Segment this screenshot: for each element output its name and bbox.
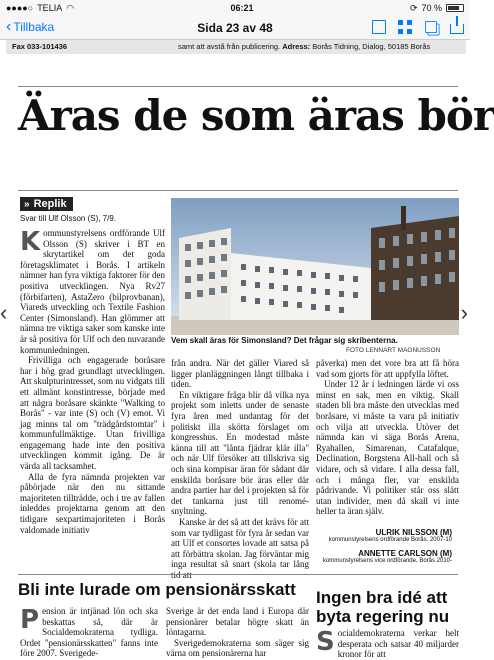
signal-icon: ●●●●○ — [6, 3, 34, 13]
publication-note: samt att avstå från publicering. — [178, 42, 281, 51]
signature-2 — [323, 549, 452, 564]
photo-credit: FOTO LENNART MAGNUSSON — [346, 347, 441, 354]
drop-cap: P — [20, 605, 40, 635]
fax-number: Fax 033-101436 — [12, 42, 68, 51]
replik-subtitle: Svar till Ulf Olsson (S), 7/9. — [20, 214, 117, 223]
divider — [18, 86, 458, 87]
paragraph: påverka) men det vore bra att få höra vad som gjorts för att uppfylla löftet. — [316, 358, 459, 379]
paragraph: Sverigedemokraterna som säger sig värna om pensionärerna har — [166, 637, 309, 659]
paragraph: Sverige är det enda land i Europa där pensionärer betalar högre skatt än löntagarna. — [166, 606, 309, 638]
signature-role: kommunstyrelsens ordförande Borås, 2007-10 — [328, 537, 452, 543]
pension-column-2 — [166, 606, 309, 659]
page-indicator: Sida 23 av 48 — [197, 21, 273, 35]
lock-rotation-icon: ⟳ — [409, 2, 418, 13]
paragraph: Under 12 år i ledningen lärde vi oss minst en sak, men en viktig. Skall staden bli bra måste den utvecklas med boråsare, vi måste ta vara på initiativ och vilja att utveckla. Utöver det nämnda kan vi säga Borås Arena, Ryahallen, Simarenan, Catafalque, Declination, Borgstena All-hall och så vidare, och så vidare. I alla dessa fall, och i många fler, var enskilda pådrivande. Vi politiker står oss slätt utan individer, men då skall vi inte heller ta äran själv. — [316, 379, 459, 517]
paragraph: En viktigare fråga blir då vilka nya projekt som inletts under de senaste fyra åren med undantag för det politiskt illa skötta förslaget om kongresshus. En modestad måste känna till att "lånta fjädrar klär illa" och när Ulf försöker att tillskriva sig och sina kompisar äran för sådant där enskilda boråsare bör äras eller där andra partier har del i projekten så för det tankarna just till renomé-snyltning. — [171, 389, 309, 517]
book-icon[interactable] — [372, 20, 386, 34]
signature-1 — [329, 528, 452, 543]
article-headline-pension: Bli inte lurade om pensionärsskatt — [18, 580, 296, 599]
photo-caption: Vem skall äras för Simonsland? Det frågar sig skribenterna. — [171, 336, 398, 345]
battery-label: 70 % — [421, 3, 442, 13]
signature-name: ANNETTE CARLSON (M) — [358, 549, 452, 558]
pension-column-1 — [20, 606, 158, 659]
signature-name: ULRIK NILSSON (M) — [375, 528, 452, 537]
replik-tag — [20, 197, 73, 211]
divider — [18, 190, 458, 191]
wifi-icon: ◠ — [66, 2, 75, 13]
previous-article-footer — [6, 40, 466, 54]
article-headline: Äras de som äras bör — [18, 91, 494, 140]
back-label: Tillbaka — [13, 20, 55, 34]
article-column-3 — [316, 358, 459, 517]
chevron-left-icon: ‹ — [6, 18, 12, 35]
paragraph: ension är intjänad lön och ska beskattas så, där är Socialdemokraterna tydliga. Ordet "pensionärsskatten" fanns inte före 2007. Sverigede- — [20, 606, 158, 659]
article-photo — [171, 198, 459, 335]
article-headline-regering: Ingen bra idé att byta regering nu — [316, 588, 450, 626]
status-bar — [0, 0, 470, 16]
article-column-1 — [20, 228, 165, 535]
nav-bar — [0, 16, 470, 40]
regering-column-1 — [316, 628, 459, 660]
address-label: Adress: — [282, 42, 311, 51]
paragraph: Kanske är det så att det krävs för att som var tydligast för fyra år sedan var att Ulf et consortes lovade att satsa på att förbättra skolan. Jag förväntar mig inga resultat så snart (skola tar lång — [171, 516, 309, 570]
paragraph: ocialdemokraterna verkar helt desperata och satsar 40 miljarder kronor för att — [337, 628, 459, 660]
factory-building-image — [171, 198, 459, 335]
grid-icon[interactable] — [398, 20, 412, 34]
newspaper-page — [6, 40, 494, 660]
paragraph: från andra. När det gäller Viared så ligger planläggningen långt tillbaka i tiden. — [171, 358, 309, 390]
address-text: Borås Tidning, Dialog, 50185 Borås — [312, 42, 431, 51]
next-page-arrow-icon[interactable]: › — [460, 300, 468, 325]
drop-cap: S — [316, 627, 335, 657]
drop-cap: K — [20, 227, 41, 257]
previous-page-arrow-icon[interactable]: ‹ — [0, 300, 8, 325]
battery-icon — [446, 4, 464, 12]
divider — [18, 574, 458, 575]
share-icon[interactable] — [450, 24, 464, 34]
copy-icon[interactable] — [425, 21, 437, 33]
signature-role: kommunstyrelsens vice ordförande, Borås 2010- — [322, 558, 452, 564]
double-arrow-icon: » — [24, 198, 30, 210]
article-column-2 — [171, 358, 309, 580]
paragraph: Alla de fyra nämnda projekten var påbörjade när den nu sittande majoriteten tillträdde, och i tre av fallen inleddes projektarna genom att den tidigare sexpartimajoriteten i Borås valdomade initiativ — [20, 471, 165, 535]
clock: 06:21 — [230, 3, 254, 13]
carrier-label: TELIA — [37, 3, 63, 13]
paragraph: ommunstyrelsens ordförande Ulf Olsson (S) skriver i BT en skrytartikel om det goda företagsklimatet i Borås. I artikeln nämner han fyra viktiga faktorer för den positiva utvecklingen. Nya Rv27 (förbifarten), AstaZero (bilprovbanan), Viareds utveckling och Textile Fashion Center (Simonsland). Han glömmer att nämna tre viktiga saker som kanske inte är så positiva för Ulf och den nuvarande kommunledningen. — [20, 228, 165, 355]
replik-label: Replik — [33, 198, 67, 210]
paragraph: Frivilliga och engagerade boråsare har i hög grad grundlagt utvecklingen. Att skulpturintresset, som nu vidgats till ett allmänt konstintresse, började med att några boråsare skänkte "Walking to Borås" - var inte (S) och (V) emot. Vi jag minns tal om "trädgårdstomtar" i kommunfullmäktige. Utan frivilliga engagemang hade inte den positiva utvecklingen kommit igång. De är värda all tacksamhet. — [20, 355, 165, 472]
